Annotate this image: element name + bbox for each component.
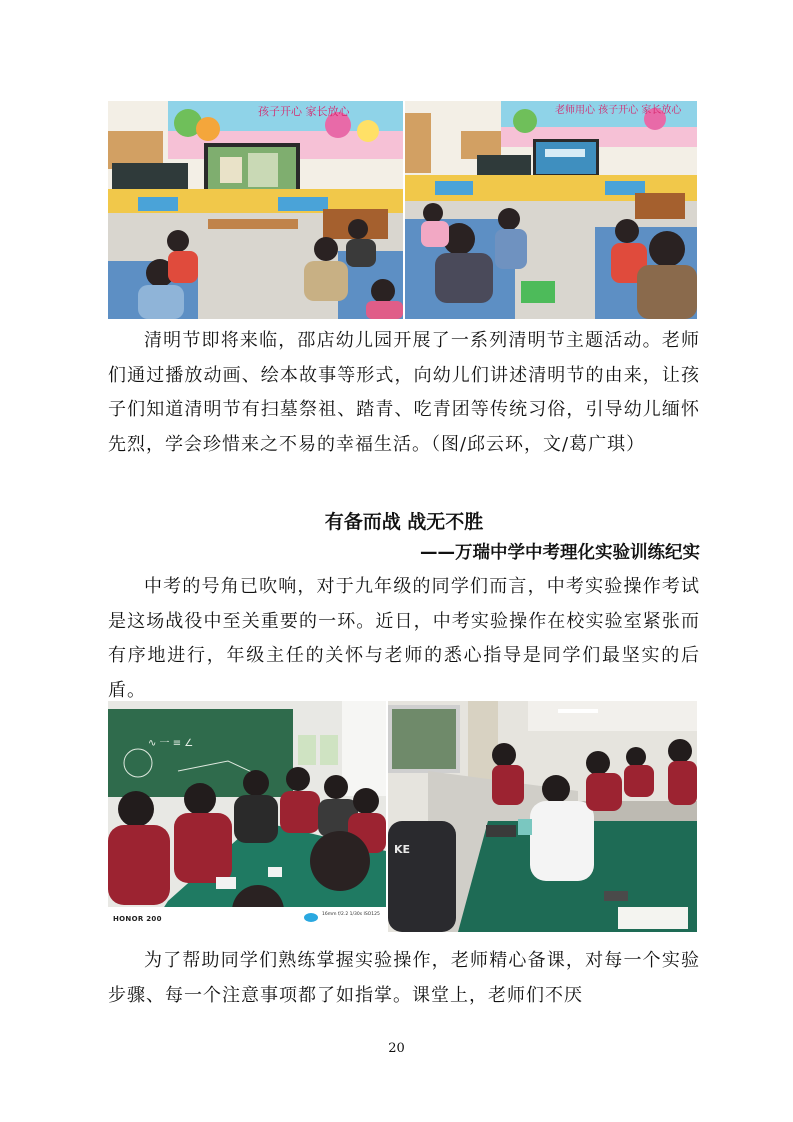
article1-paragraph: 清明节即将来临，邵店幼儿园开展了一系列清明节主题活动。老师们通过播放动画、绘本故事等形式，向幼儿们讲述清明节的由来，让孩子们知道清明节有扫墓祭祖、踏青、吃青团等传统习俗，引导幼儿缅怀先烈，学会珍惜来之不易的幸福生活。（图/邱云环，文/葛广琪） [108,330,700,455]
article2-paragraph-1: 中考的号角已吹响，对于九年级的同学们而言，中考实验操作考试是这场战役中至关重要的一环。近日，中考实验操作在校实验室紧张而有序地进行，年级主任的关怀与老师的悉心指导是同学们最坚实的后盾。 [108,576,700,701]
article2-body-1 [108,570,700,708]
article1-body [108,324,700,462]
page-number: 20 [388,1041,405,1056]
kindergarten-photo-right [405,101,697,319]
svg-text:∿ 一 ≡ ∠: ∿ 一 ≡ ∠ [148,738,194,749]
camera-watermark-info: 16mm f/2.2 1/30s ISO125 [322,912,380,917]
article2-body-2 [108,944,700,1013]
banner-text: 孩子开心 家长放心 [258,105,350,118]
svg-text:KE: KE [394,843,411,856]
article2-subtitle: ——万瑞中学中考理化实验训练纪实 [420,543,700,563]
article2-title: 有备而战 战无不胜 [324,511,484,533]
camera-watermark-brand: HONOR 200 [113,915,162,923]
article2-paragraph-2: 为了帮助同学们熟练掌握实验操作，老师精心备课，对每一个实验步骤、每一个注意事项都了如指掌。课堂上，老师们不厌 [108,950,700,1006]
kindergarten-photo-left [108,101,403,319]
banner-text: 老师用心 孩子开心 家长放心 [555,105,682,116]
camera-logo-icon [304,913,318,922]
lab-photo-right [388,701,697,932]
lab-photo-left [108,701,386,932]
